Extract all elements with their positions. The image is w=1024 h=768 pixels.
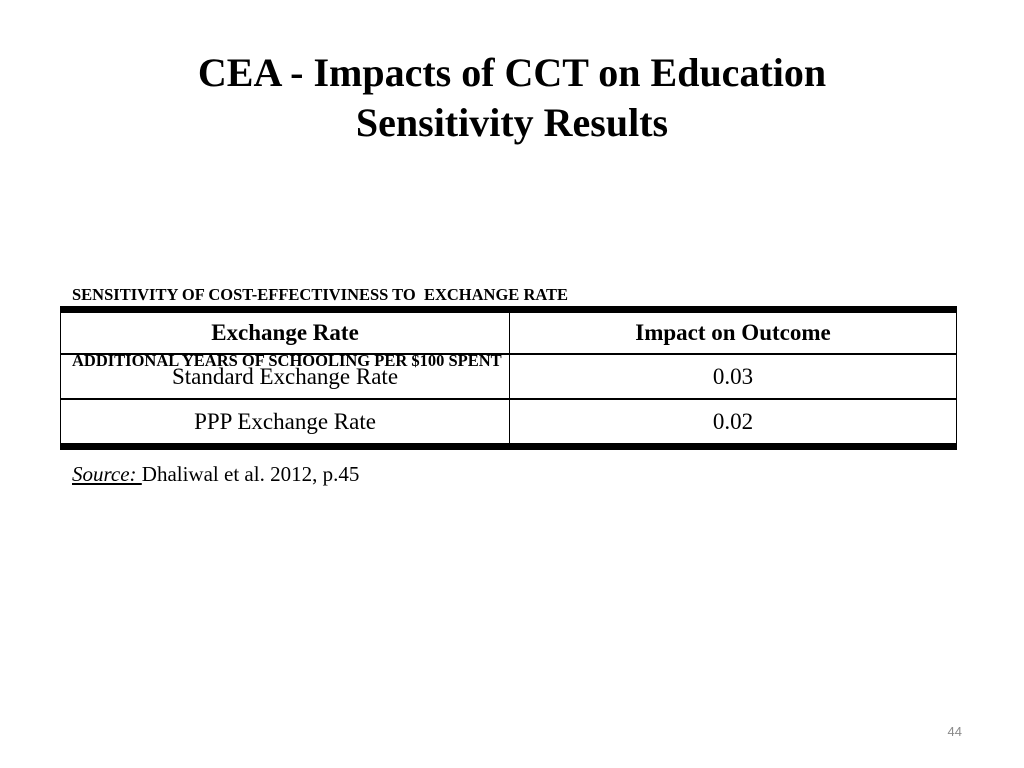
column-header-impact-on-outcome: Impact on Outcome (510, 310, 957, 355)
column-header-exchange-rate: Exchange Rate (61, 310, 510, 355)
slide-title (0, 48, 1024, 148)
slide-title-line-2: Sensitivity Results (355, 100, 669, 145)
results-table-container (60, 306, 957, 450)
table-header-row (61, 310, 957, 355)
results-table (60, 306, 957, 450)
table-cell-impact: 0.02 (510, 399, 957, 447)
source-citation (72, 460, 359, 488)
table-caption-line-1: SENSITIVITY OF COST-EFFECTIVINESS TO EXCHANGE RATE (72, 285, 569, 304)
table-caption-line-2: ADDITIONAL YEARS OF SCHOOLING PER $100 SPENT (72, 351, 502, 370)
table-cell-impact: 0.03 (510, 354, 957, 399)
table-row (61, 399, 957, 447)
table-row (61, 354, 957, 399)
source-text: Dhaliwal et al. 2012, p.45 (141, 462, 360, 486)
table-cell-exchange-rate: Standard Exchange Rate (61, 354, 510, 399)
table-cell-exchange-rate: PPP Exchange Rate (61, 399, 510, 447)
slide-title-line-1: CEA - Impacts of CCT on Education (197, 50, 827, 95)
source-label: Source: (72, 462, 142, 486)
page-number: 44 (947, 724, 962, 739)
